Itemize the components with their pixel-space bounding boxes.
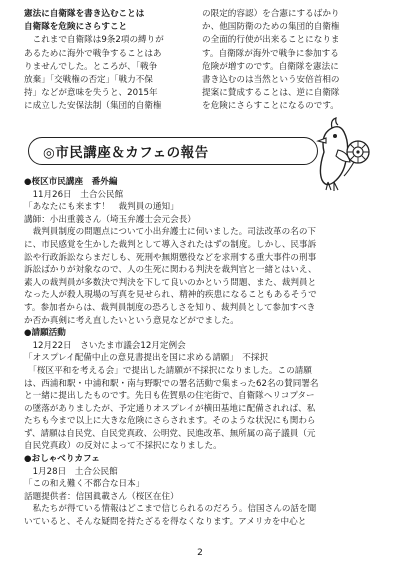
report-heading: ●桜区市民講座 番外編 <box>24 177 118 187</box>
report-line: 私たちが得ている情報はどこまで信じられるのだろう。信国さんの話を聞 <box>24 504 317 515</box>
report-line: たちも今まで以上に大きな危険にさらされます。そのような状況にも関わら <box>24 416 316 427</box>
report-line: 「オスプレイ配備中止の意見書提出を国に求める請願」 不採択 <box>24 353 269 364</box>
report-line: 話題提供者：信国眞載さん（桜区在住） <box>24 491 179 502</box>
report-line: 「あなたにも来ます！ 裁判員の通知」 <box>24 202 179 213</box>
section-title-banner <box>28 137 318 165</box>
intro-text-line: 危険が増すのです。自衛隊を憲法に <box>202 61 339 72</box>
intro-text-line: の限定的容認）を合憲にするばかり <box>202 9 340 19</box>
report-line: ず、請願は自民党、自民党真政、公明党、民進改革、無所属の高子議員（元 <box>24 428 316 439</box>
report-line: の墜落がありましたが、予定通りオスプレイが横田基地に配備されれば、私 <box>24 403 316 414</box>
report-line: 裁判員制度の問題点について小出弁護士に伺いました。司法改革の名の下 <box>24 227 317 238</box>
intro-text-line: か、他国防衛のための集団的自衛権 <box>202 22 340 33</box>
intro-text-line: 放棄」「交戦権の否定」「戦力不保 <box>24 75 153 86</box>
report-line: 「この和え難く不都合な日本」 <box>24 479 145 490</box>
report-body <box>24 176 380 529</box>
report-line: なった人が殺人現場の写真を見せられ、精神的疾患になることもあるそうで <box>24 290 317 301</box>
intro-heading-line-1: 憲法に自衛隊を書き込むことは <box>24 9 145 19</box>
intro-text-line: を危険にさらすことになるのです。 <box>202 101 339 112</box>
intro-text-line: あるために海外で戦争することはあ <box>24 48 162 59</box>
intro-column-left <box>24 8 200 114</box>
report-line: 11月26日 土合公民館 <box>24 189 124 200</box>
report-line: 訟や行政訴訟ならまだしも、死刑や無期懲役などを求刑する重大事件の刑事 <box>24 252 317 263</box>
report-line: 「桜区平和を考える会」で提出した請願が不採択になりました。この請願 <box>24 365 312 376</box>
intro-text-line: 書き込むのは当然という安倍首相の <box>202 75 340 86</box>
report-line: 1月28日 土合公民館 <box>24 466 118 477</box>
page-number: 2 <box>197 548 203 558</box>
intro-text-line: す。自衛隊が海外で戦争に参加する <box>202 48 339 59</box>
intro-text-line: これまで自衛隊は9条2項の縛りが <box>24 35 164 46</box>
intro-text-line: りませんでした。ところが、「戦争 <box>24 61 158 72</box>
report-line: か否か真剣に考え直したいという意見などがでました。 <box>24 315 239 326</box>
report-line: 訴訟ばかりが対象なので、人の生死に関わる判決を裁判官と一緒とはいえ、 <box>24 265 317 276</box>
intro-text-line: に成立した安保法制（集団的自衛権 <box>24 101 162 112</box>
intro-text-line: 提案に賛成することは、逆に自衛隊 <box>202 88 340 99</box>
report-line: 12月22日 さいたま市議会12月定例会 <box>24 340 186 351</box>
report-heading: ●おしゃべりカフェ <box>24 454 100 465</box>
intro-text-line: の全面的行使が出来ることになりま <box>202 35 340 46</box>
intro-heading-line-2: 自衛隊を危険にさらすこと <box>24 22 128 33</box>
report-line: に、市民感覚を生かした裁判として導入されたはずの制度。しかし、民事訴 <box>24 239 317 250</box>
report-line: す。参加者からは、裁判員制度の恐ろしさを知り、裁判員として参加すべき <box>24 302 316 313</box>
intro-text-line: 持」などが意味を失うと、2015年 <box>24 88 158 99</box>
intro-column-right <box>202 8 380 114</box>
report-line: 素人の裁判員が多数決で判決を下して良いのかという問題、また、裁判員と <box>24 277 317 288</box>
report-line: は、西浦和駅・中浦和駅・南与野駅での署名活動で集まった62名の賛同署名 <box>24 378 319 389</box>
report-line: 講師：小出重義さん（埼玉弁護士会元会長） <box>24 214 196 225</box>
report-line: と一緒に提出したものです。先日も佐賀県の住宅街で、自衛隊ヘリコプター <box>24 391 315 402</box>
section-title: ◎市民講座＆カフェの報告 <box>43 145 209 161</box>
report-line: いていると、そんな疑問を持たざるを得なくなります。アメリカを中心と <box>24 517 307 528</box>
report-line: 自民党真政）の反対によって不採択になりました。 <box>24 441 222 452</box>
report-heading: ●請願活動 <box>24 328 66 339</box>
